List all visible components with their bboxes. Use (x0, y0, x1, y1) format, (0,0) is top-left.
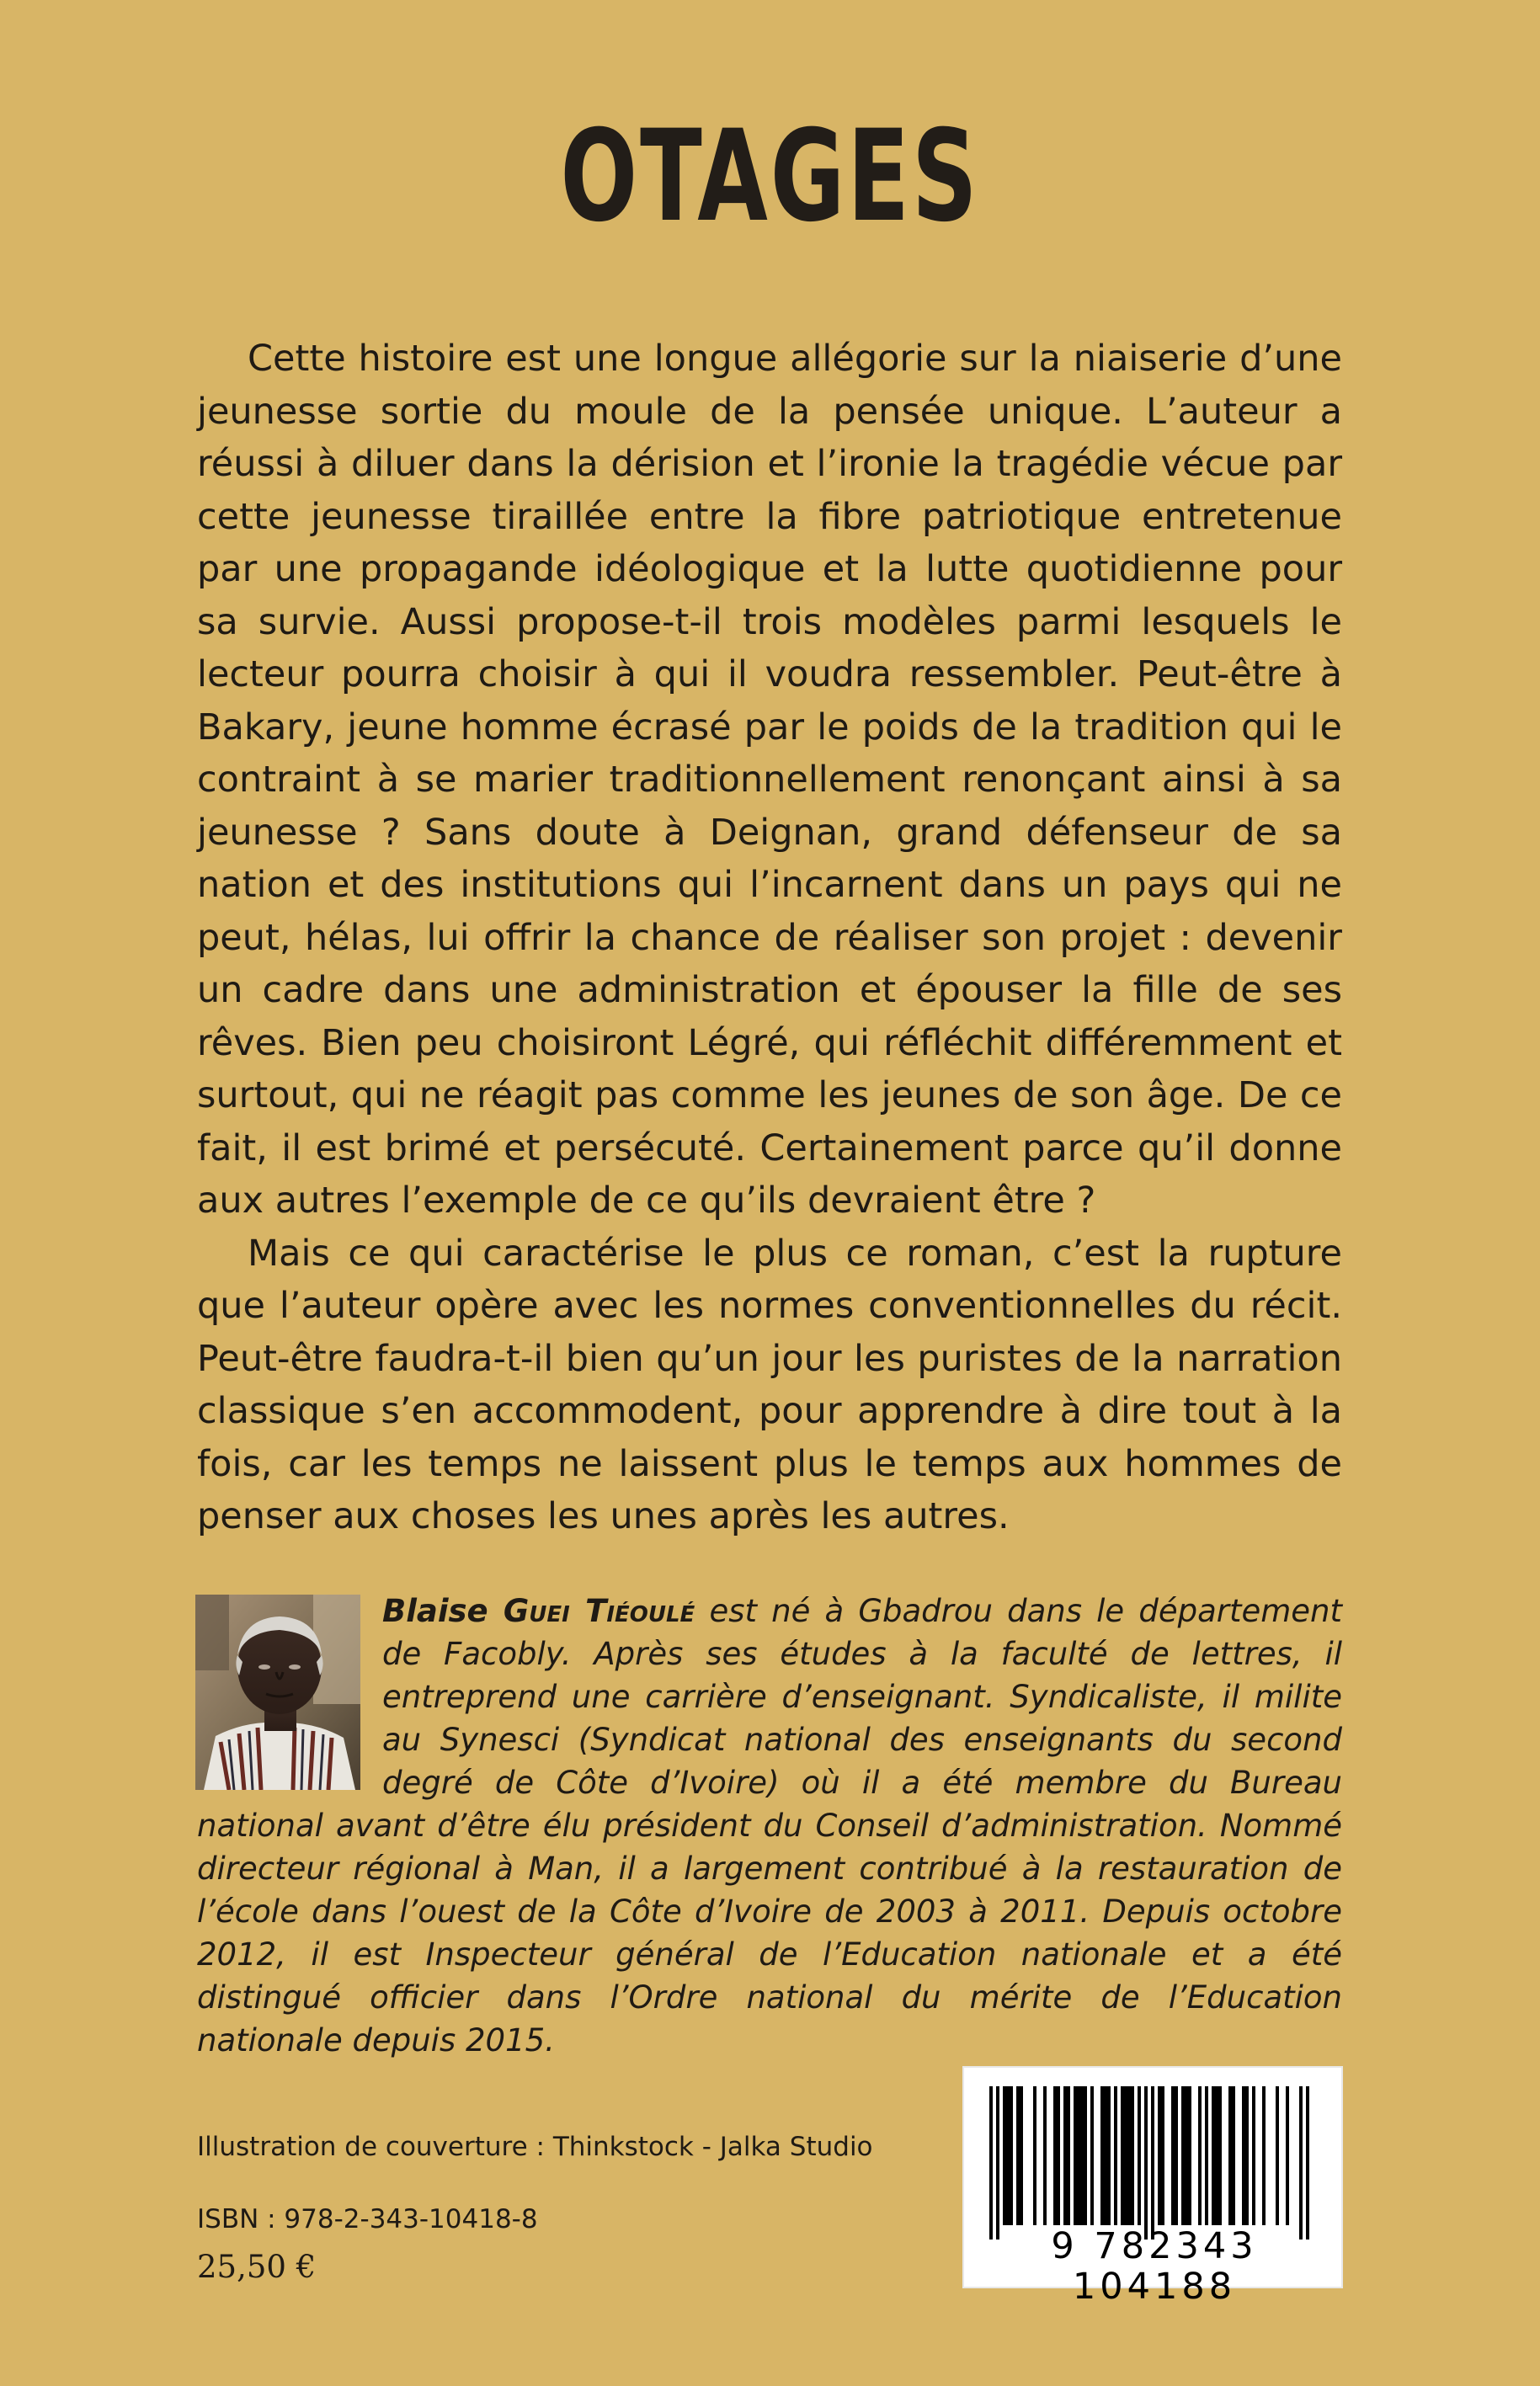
barcode-bar (1003, 2086, 1006, 2225)
barcode-bar (1299, 2086, 1303, 2240)
barcode-bar (1067, 2086, 1070, 2225)
cover-credits: Illustration de couverture : Thinkstock - Jalka Studio (197, 2132, 873, 2162)
barcode-bar (1185, 2086, 1188, 2225)
barcode-bar (1198, 2086, 1202, 2225)
barcode-bar (1080, 2086, 1084, 2225)
barcode-bar (1043, 2086, 1047, 2225)
barcode-bar (1063, 2086, 1067, 2225)
barcode-bar (1205, 2086, 1208, 2225)
barcode-bar (1228, 2086, 1232, 2225)
barcode-bar (989, 2086, 993, 2240)
author-bio-text: est né à Gbadrou dans le département de Facobly. Après ses études à la faculté de lettres, il entreprend une carrière d’enseignant. Syndicaliste, il milite au Synesci (Syndicat national des enseignants du second degré de Côte d’Ivoire) où il a été membre du Bureau national avant d’être élu président du Conseil d’administration. Nommé directeur régional à Man, il a largement contribué à la restauration de l’école dans l’ouest de la Côte d’Ivoire de 2003 à 2011. Depuis octobre 2012, il est Inspecteur général de l’Education nationale et a été distingué officier dans l’Ordre national du mérite de l’Education nationale depuis 2015. (197, 1593, 1342, 2058)
barcode (962, 2066, 1343, 2308)
barcode-bar (1104, 2086, 1107, 2225)
barcode-bar (1121, 2086, 1124, 2225)
barcode-bar (1306, 2086, 1309, 2240)
barcode-bar (1057, 2086, 1060, 2225)
barcode-bar (1151, 2086, 1154, 2240)
author-name (382, 1593, 695, 1629)
barcode-bar (1212, 2086, 1215, 2225)
barcode-bar (1033, 2086, 1036, 2225)
photo-spacer (197, 1590, 382, 1800)
barcode-bar (1232, 2086, 1235, 2225)
barcode-bar (1138, 2086, 1141, 2225)
barcode-bar (1131, 2086, 1134, 2225)
barcode-bar (1158, 2086, 1161, 2225)
barcode-bar (1188, 2086, 1191, 2225)
barcode-bar (1175, 2086, 1178, 2225)
barcode-bar (1053, 2086, 1057, 2225)
isbn: ISBN : 978-2-343-10418-8 (197, 2204, 538, 2234)
barcode-bar (1016, 2086, 1020, 2225)
barcode-bar (1124, 2086, 1127, 2225)
barcode-bar (1144, 2086, 1148, 2240)
barcode-bar (1127, 2086, 1131, 2225)
barcode-bar (1090, 2086, 1094, 2225)
book-title: OTAGES (560, 104, 980, 250)
barcode-bar (1215, 2086, 1218, 2225)
book-summary (197, 333, 1342, 1543)
barcode-bar (1218, 2086, 1222, 2225)
barcode-bar (1107, 2086, 1111, 2225)
barcode-bar (1242, 2086, 1245, 2225)
barcode-bar (1077, 2086, 1080, 2225)
barcode-bar (1161, 2086, 1164, 2225)
summary-paragraph-2: Mais ce qui caractérise le plus ce roman, c’est la rupture que l’auteur opère avec les normes conventionnelles du récit. Peut-être faudra-t-il bien qu’un jour les puristes de la narration classique s’en accommodent, pour apprendre à dire tout à la fois, car les temps ne laissent plus le temps aux hommes de penser aux choses les unes après les autres. (197, 1232, 1342, 1537)
barcode-bar (1114, 2086, 1117, 2225)
barcode-bar (1181, 2086, 1185, 2225)
barcode-bar (1245, 2086, 1249, 2225)
barcode-bar (1171, 2086, 1175, 2225)
barcode-bar (1074, 2086, 1077, 2225)
summary-paragraph-1: Cette histoire est une longue allégorie sur la niaiserie d’une jeunesse sortie du moule de la pensée unique. L’auteur a réussi à diluer dans la dérision et l’ironie la tragédie vécue par cette jeunesse tiraillée entre la fibre patriotique entretenue par une propagande idéologique et la lutte quotidienne pour sa survie. Aussi propose-t-il trois modèles parmi lesquels le lecteur pourra choisir à qui il voudra ressembler. Peut-être à Bakary, jeune homme écrasé par le poids de la tradition qui le contraint à se marier traditionnellement renonçant ainsi à sa jeunesse ? Sans doute à Deignan, grand défenseur de sa nation et des institutions qui l’incarnent dans un pays qui ne peut, hélas, lui offrir la chance de réaliser son projet : devenir un cadre dans une administration et épouser la fille de ses rêves. Bien peu choisiront Légré, qui réfléchit différemment et surtout, qui ne réagit pas comme les jeunes de son âge. De ce fait, il est brimé et persécuté. Certainement parce qu’il donne aux autres l’exemple de ce qu’ils devraient être ? (197, 338, 1342, 1222)
barcode-digits: 9 782343 104188 (1051, 2225, 1258, 2308)
barcode-bar (1010, 2086, 1013, 2225)
barcode-bar (1100, 2086, 1104, 2225)
author-bio (197, 1590, 1342, 2062)
barcode-bar (1262, 2086, 1266, 2225)
barcode-bar (1020, 2086, 1023, 2225)
barcode-bar (1252, 2086, 1255, 2225)
barcode-bar (1084, 2086, 1087, 2225)
price: 25,50 € (197, 2249, 317, 2285)
barcode-bar (1276, 2086, 1279, 2225)
author-first-name: Blaise (382, 1593, 488, 1629)
barcode-bar (1006, 2086, 1010, 2225)
barcode-bar (996, 2086, 999, 2240)
author-last-name: Guei Tiéoulé (503, 1593, 695, 1629)
barcode-bar (1286, 2086, 1289, 2225)
